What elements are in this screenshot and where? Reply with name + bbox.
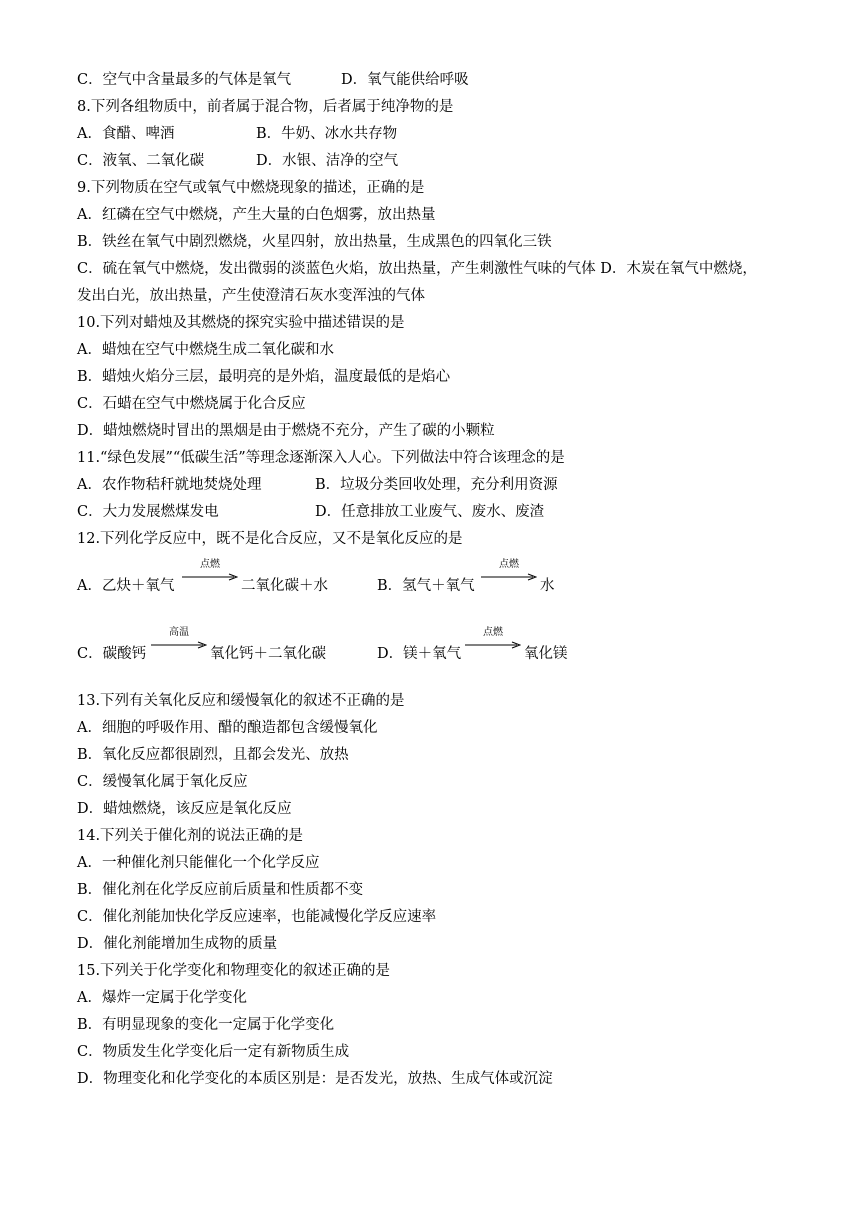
option-line: B．氧化反应都很剧烈，且都会发光、放热	[77, 747, 349, 763]
option-line: D．水银、洁净的空气	[256, 153, 399, 169]
option-line: A．细胞的呼吸作用、醋的酿造都包含缓慢氧化	[77, 720, 378, 736]
reaction-arrow	[481, 559, 537, 585]
option-line: C．液氧、二氧化碳	[77, 153, 205, 169]
question-8-stem: 8.下列各组物质中，前者属于混合物，后者属于纯净物的是	[77, 99, 454, 115]
option-line: D．氧气能供给呼吸	[341, 72, 469, 88]
option-line: D．蜡烛燃烧，该反应是氧化反应	[77, 801, 292, 817]
option-line: C．硫在氧气中燃烧，发出微弱的淡蓝色火焰，放出热量，产生刺激性气味的气体 D．木炭在氧气中燃烧，	[77, 261, 757, 277]
option-line: B．垃圾分类回收处理，充分利用资源	[315, 477, 558, 493]
option-line: D．催化剂能增加生成物的质量	[77, 936, 278, 952]
option-line: B．蜡烛火焰分三层，最明亮的是外焰，温度最低的是焰心	[77, 369, 451, 385]
question-12-stem: 12.下列化学反应中，既不是化合反应，又不是氧化反应的是	[77, 531, 463, 547]
arrow-icon	[481, 573, 537, 581]
option-line: C．空气中含量最多的气体是氧气	[77, 72, 292, 88]
arrow-icon	[465, 641, 521, 649]
option-line: D．蜡烛燃烧时冒出的黑烟是由于燃烧不充分，产生了碳的小颗粒	[77, 423, 495, 439]
option-line: D．任意排放工业废气、废水、废渣	[315, 504, 545, 520]
option-line: C．石蜡在空气中燃烧属于化合反应	[77, 396, 306, 412]
reaction-condition: 点燃	[200, 559, 220, 570]
option-line: A．红磷在空气中燃烧，产生大量的白色烟雾，放出热量	[77, 207, 436, 223]
option-line: B．催化剂在化学反应前后质量和性质都不变	[77, 882, 364, 898]
question-10-stem: 10.下列对蜡烛及其燃烧的探究实验中描述错误的是	[77, 315, 405, 331]
option-line: 发出白光，放出热量，产生使澄清石灰水变浑浊的气体	[77, 288, 425, 304]
arrow-icon	[151, 641, 207, 649]
question-9-stem: 9.下列物质在空气或氧气中燃烧现象的描述，正确的是	[77, 180, 425, 196]
question-11-stem: 11.“绿色发展”“低碳生活”等理念逐渐深入人心。下列做法中符合该理念的是	[77, 450, 565, 466]
reaction-a-reactants: A．乙炔＋氧气	[77, 578, 175, 594]
reaction-condition: 点燃	[499, 559, 519, 570]
reaction-d-products: 氧化镁	[524, 646, 568, 662]
option-line: D．物理变化和化学变化的本质区别是：是否发光，放热、生成气体或沉淀	[77, 1071, 553, 1087]
arrow-icon	[182, 573, 238, 581]
reaction-c-products: 氧化钙＋二氧化碳	[210, 646, 326, 662]
reaction-condition: 点燃	[483, 627, 503, 638]
question-13-stem: 13.下列有关氧化反应和缓慢氧化的叙述不正确的是	[77, 693, 405, 709]
option-line: A．爆炸一定属于化学变化	[77, 990, 247, 1006]
option-line: A．蜡烛在空气中燃烧生成二氧化碳和水	[77, 342, 334, 358]
option-line: B．铁丝在氧气中剧烈燃烧，火星四射，放出热量，生成黑色的四氧化三铁	[77, 234, 552, 250]
question-15-stem: 15.下列关于化学变化和物理变化的叙述正确的是	[77, 963, 391, 979]
option-line: A．食醋、啤酒	[77, 126, 175, 142]
option-line: C．缓慢氧化属于氧化反应	[77, 774, 248, 790]
option-line: C．物质发生化学变化后一定有新物质生成	[77, 1044, 350, 1060]
reaction-b-reactants: B．氢气＋氧气	[377, 578, 475, 594]
option-line: C．催化剂能加快化学反应速率，也能减慢化学反应速率	[77, 909, 437, 925]
reaction-arrow	[151, 627, 207, 653]
option-line: A．一种催化剂只能催化一个化学反应	[77, 855, 320, 871]
option-line: B．牛奶、冰水共存物	[256, 126, 398, 142]
option-line: A．农作物秸秆就地焚烧处理	[77, 477, 262, 493]
question-14-stem: 14.下列关于催化剂的说法正确的是	[77, 828, 304, 844]
option-line: C．大力发展燃煤发电	[77, 504, 219, 520]
option-line: B．有明显现象的变化一定属于化学变化	[77, 1017, 335, 1033]
reaction-b-products: 水	[540, 578, 555, 594]
reaction-a-products: 二氧化碳＋水	[241, 578, 328, 594]
reaction-arrow	[182, 559, 238, 585]
reaction-condition: 高温	[169, 627, 189, 638]
reaction-c-reactants: C．碳酸钙	[77, 646, 147, 662]
reaction-d-reactants: D．镁＋氧气	[377, 646, 462, 662]
reaction-arrow	[465, 627, 521, 653]
